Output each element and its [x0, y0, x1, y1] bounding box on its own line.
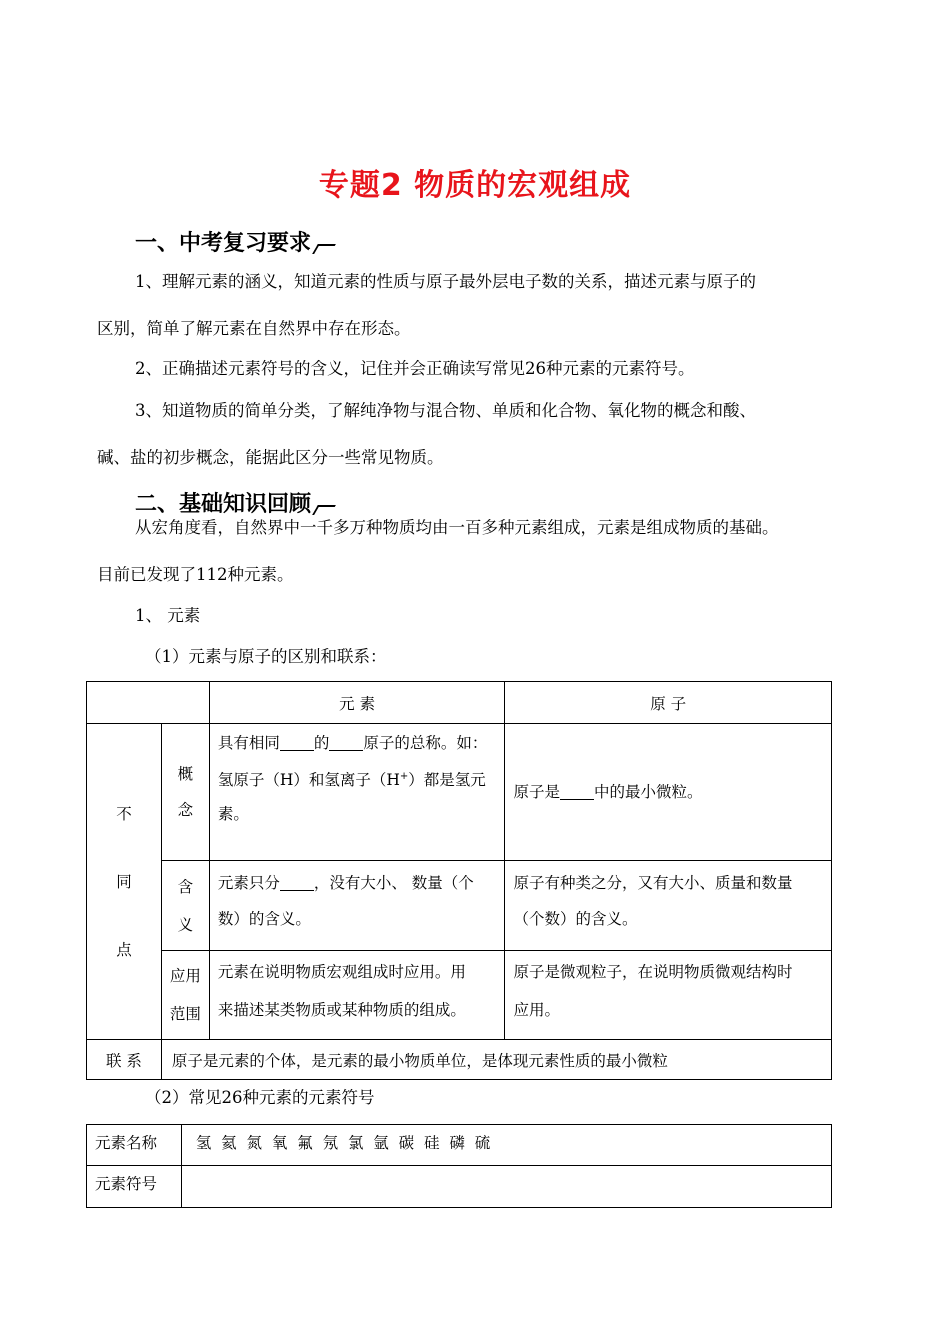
header-atom: 原 子	[505, 682, 832, 724]
usage-element-text: 元素在说明物质宏观组成时应用。用	[217, 963, 466, 981]
concept-element-cell	[209, 724, 505, 861]
usage-atom-cell	[505, 951, 832, 1040]
usage-label-text: 范围	[169, 1005, 201, 1023]
usage-element-text: 来描述某类物质或某种物质的组成。	[217, 1001, 466, 1019]
meaning-atom-text: 原子有种类之分，又有大小、质量和数量	[513, 874, 793, 892]
usage-label-cell	[161, 951, 209, 1040]
intro-line2: 目前已发现了112种元素。	[97, 565, 294, 584]
fill-blank[interactable]	[329, 734, 363, 751]
element-names: 氢 氦 氮 氧 氟 氖 氯 氩 碳 硅 磷 硫	[181, 1125, 831, 1166]
concept-element-text: 原子的总称。如：	[363, 734, 488, 752]
heading-mark-icon	[312, 505, 336, 515]
meaning-element-text: ，没有大小、 数量（个	[313, 874, 474, 892]
section2-heading-text: 二、基础知识回顾	[135, 492, 312, 517]
diff-label-char: 点	[116, 940, 132, 959]
subheading-element-vs-atom: （1）元素与原子的区别和联系：	[145, 647, 387, 666]
element-symbol-table	[86, 1124, 832, 1208]
diff-label-char: 不	[116, 804, 132, 823]
section1-heading-text: 一、中考复习要求	[135, 231, 312, 256]
concept-atom-text: 原子是	[513, 783, 560, 801]
concept-element-text: 具有相同	[217, 734, 280, 752]
usage-element-cell	[209, 951, 505, 1040]
meaning-label-cell	[161, 861, 209, 951]
concept-atom-text: 中的最小微粒。	[593, 783, 703, 801]
concept-label-cell	[161, 724, 209, 861]
element-atom-table	[86, 681, 832, 1080]
req-item-1-line1: 1、理解元素的涵义，知道元素的性质与原子最外层电子数的关系，描述元素与原子的	[135, 272, 756, 291]
concept-element-text: 的	[313, 734, 330, 752]
relation-label: 联 系	[87, 1040, 162, 1080]
diff-label-char: 同	[116, 872, 132, 891]
fill-blank[interactable]	[560, 783, 594, 800]
concept-label-char: 念	[177, 801, 194, 819]
fill-blank[interactable]	[280, 874, 314, 891]
meaning-atom-cell	[505, 861, 832, 951]
subheading-26-elements: （2）常见26种元素的元素符号	[145, 1088, 375, 1107]
usage-atom-text: 原子是微观粒子，在说明物质微观结构时	[513, 963, 793, 981]
element-name-label: 元素名称	[87, 1125, 182, 1166]
meaning-label-char: 含	[177, 877, 194, 896]
diff-label-cell	[87, 724, 162, 1040]
meaning-atom-text: （个数）的含义。	[513, 910, 638, 928]
meaning-element-text: 数）的含义。	[217, 910, 311, 928]
concept-label-char: 概	[177, 765, 194, 783]
relation-text: 原子是元素的个体，是元素的最小物质单位，是体现元素性质的最小微粒	[171, 1051, 668, 1070]
superscript-plus: +	[399, 771, 409, 782]
section1-heading	[135, 226, 333, 257]
heading-mark-icon	[312, 244, 336, 254]
concept-atom-cell	[505, 724, 832, 861]
concept-element-text: 素。	[217, 805, 249, 824]
subheading-element: 1、 元素	[135, 606, 201, 625]
page-title: 专题2 物质的宏观组成	[318, 168, 632, 203]
intro-line1: 从宏角度看，自然界中一千多万种物质均由一百多种元素组成，元素是组成物质的基础。	[135, 518, 779, 537]
meaning-element-text: 元素只分	[217, 874, 280, 892]
relation-cell	[161, 1040, 831, 1080]
usage-atom-text: 应用。	[513, 1001, 560, 1019]
header-element: 元 素	[209, 682, 505, 724]
req-item-1-line2: 区别，简单了解元素在自然界中存在形态。	[97, 319, 411, 338]
req-item-3-line1: 3、知道物质的简单分类，了解纯净物与混合物、单质和化合物、氧化物的概念和酸、	[135, 401, 756, 420]
section2-heading	[135, 487, 333, 518]
usage-label-text: 应用	[169, 967, 201, 985]
req-item-2: 2、正确描述元素符号的含义，记住并会正确读写常见26种元素的元素符号。	[135, 359, 695, 378]
meaning-label-char: 义	[177, 915, 194, 934]
element-symbols-input[interactable]	[181, 1166, 831, 1208]
concept-element-text: ）都是氢元	[408, 771, 486, 790]
req-item-3-line2: 碱、盐的初步概念，能据此区分一些常见物质。	[97, 448, 444, 467]
meaning-element-cell	[209, 861, 505, 951]
table-corner-cell	[87, 682, 210, 724]
concept-element-text: 氢原子（H）和氢离子（H	[217, 771, 400, 790]
element-symbol-label: 元素符号	[87, 1166, 182, 1208]
fill-blank[interactable]	[280, 734, 314, 751]
